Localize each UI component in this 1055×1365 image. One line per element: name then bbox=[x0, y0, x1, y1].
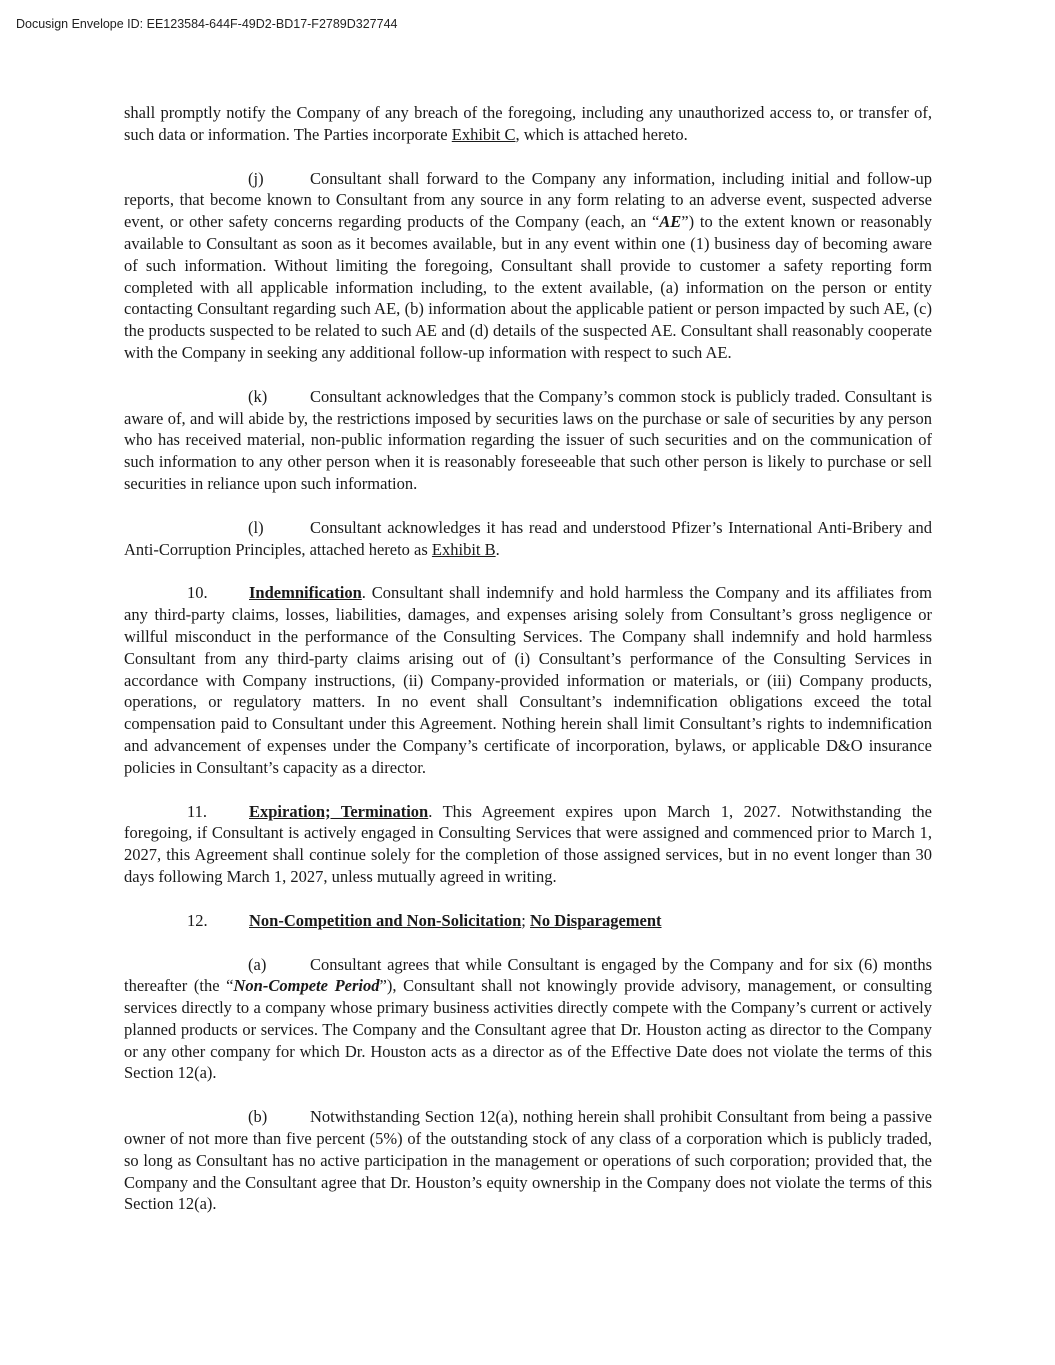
12a-text-1: Consultant agrees that while Consultant is engaged by the Company and for six (6) months thereafter (the “ bbox=[124, 954, 932, 996]
label-l: (l) bbox=[248, 517, 264, 537]
paragraph-intro bbox=[124, 102, 932, 146]
label-12a: (a) bbox=[248, 954, 267, 974]
section-12-separator: ; bbox=[521, 910, 530, 930]
paragraph-j bbox=[124, 168, 932, 364]
j-text-2: ”) to the extent known or reasonably available to Consultant as soon as it becomes available, but in any event within one (1) business day of becoming aware of such information. Without limiting the foregoing, Consultant shall provide to customer a safety reporting form completed with all applicable information including, to the extent available, (a) information on the person or entity contacting Consultant regarding such AE, (b) information about the applicable patient or person impacted by such AE, (c) the products suspected to be related to such AE and (d) details of the suspected AE. Consultant shall reasonably cooperate with the Company in seeking any additional follow-up information with respect to such AE. bbox=[124, 212, 932, 362]
section-12-heading bbox=[124, 910, 932, 932]
intro-text-1: shall promptly notify the Company of any breach of the foregoing, including any unauthorized access to, or transfer of, such data or information. The Parties incorporate bbox=[124, 103, 932, 144]
12b-text: Notwithstanding Section 12(a), nothing herein shall prohibit Consultant from being a passive owner of not more than five percent (5%) of the outstanding stock of any class of a corporation which is publicly traded, so long as Consultant has no active participation in the management or operations of such corporation; provided that, the Company and the Consultant agree that Dr. Houston’s equity ownership in the Company does not violate the terms of this Section 12(a). bbox=[124, 1107, 932, 1214]
section-11-text: . This Agreement expires upon March 1, 2027. Notwithstanding the foregoing, if Consultant is actively engaged in Consulting Services that were assigned and commenced prior to March 1, 2027, this Agreement shall continue solely for the completion of those assigned services, but in no event longer than 30 days following March 1, 2027, unless mutually agreed in writing. bbox=[124, 801, 932, 886]
section-11 bbox=[124, 801, 932, 888]
label-j: (j) bbox=[248, 168, 264, 188]
paragraph-k bbox=[124, 386, 932, 495]
section-10-number: 10. bbox=[187, 583, 208, 603]
section-12-title-2: No Disparagement bbox=[530, 910, 662, 930]
l-text-1: Consultant acknowledges it has read and understood Pfizer’s International Anti-Bribery and Anti-Corruption Principles, attached hereto as bbox=[124, 517, 932, 559]
section-12-number: 12. bbox=[187, 910, 208, 930]
envelope-id: Docusign Envelope ID: EE123584-644F-49D2-BD17-F2789D327744 bbox=[16, 17, 398, 31]
section-10 bbox=[124, 582, 932, 778]
section-11-number: 11. bbox=[187, 801, 208, 821]
12a-text-2: ”), Consultant shall not knowingly provide advisory, management, or consulting services directly to a company whose primary business activities directly compete with the Company’s current or actively planned products or services. The Company and the Consultant agree that Dr. Houston acting as director to the Company or any other company for which Dr. Houston acts as a director as of the Effective Date does not violate the terms of this Section 12(a). bbox=[124, 976, 932, 1083]
k-text: Consultant acknowledges that the Company’s common stock is publicly traded. Consultant is aware of, and will abide by, the restrictions imposed by securities laws on the purchase or sale of securities by any person who has received material, non-public information regarding the issuer of such securities and on the communication of such information to any other person when it is reasonably foreseeable that such other person is likely to purchase or sell securities in reliance upon such information. bbox=[124, 386, 932, 493]
term-ae: AE bbox=[659, 212, 682, 232]
document-page bbox=[124, 102, 932, 1237]
exhibit-b-link: Exhibit B bbox=[431, 539, 496, 559]
j-text-1: Consultant shall forward to the Company any information, including initial and follow-up reports, that become known to Consultant from any source in any form relating to an adverse event, suspected adverse event, or other safety concerns regarding products of the Company (each, an “ bbox=[124, 168, 932, 232]
exhibit-c-link: Exhibit C bbox=[451, 124, 516, 144]
label-k: (k) bbox=[248, 386, 268, 406]
section-10-text: . Consultant shall indemnify and hold harmless the Company and its affiliates from any third-party claims, losses, liabilities, damages, and expenses arising solely from Consultant’s gross negligence or willful misconduct in the performance of the Consulting Services. The Company shall indemnify and hold harmless Consultant from any third-party claims arising out of (i) Consultant’s performance of the Consulting Services in accordance with Company instructions, (ii) Company-provided information or materials, or (iii) Company products, operations, or regulatory matters. In no event shall Consultant’s indemnification obligations exceed the total compensation paid to Consultant under this Agreement. Nothing herein shall limit Consultant’s rights to indemnification and advancement of expenses under the Company’s certificate of incorporation, bylaws, or applicable D&O insurance policies in Consultant’s capacity as a director. bbox=[124, 583, 932, 777]
section-10-title: Indemnification bbox=[249, 583, 362, 603]
label-12b: (b) bbox=[248, 1107, 268, 1127]
l-text-2: . bbox=[495, 539, 500, 559]
term-non-compete-period: Non-Compete Period bbox=[233, 976, 380, 996]
section-12a bbox=[124, 954, 932, 1085]
intro-text-2: , which is attached hereto. bbox=[515, 124, 688, 144]
paragraph-l bbox=[124, 517, 932, 561]
section-12b bbox=[124, 1106, 932, 1215]
section-12-title-1: Non-Competition and Non-Solicitation bbox=[249, 910, 522, 930]
section-11-title: Expiration; Termination bbox=[249, 801, 429, 821]
